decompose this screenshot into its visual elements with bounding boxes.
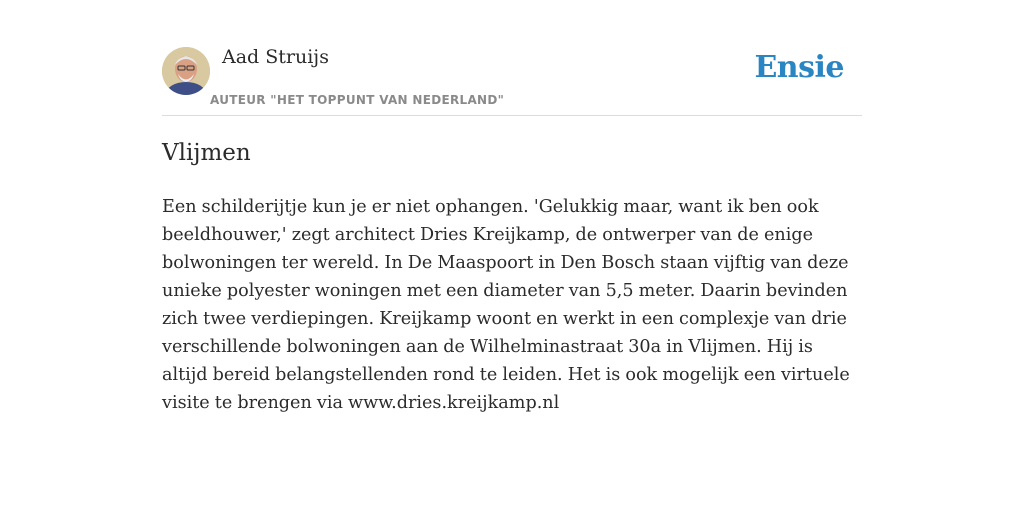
author-avatar — [162, 47, 210, 95]
entry-card — [162, 0, 862, 512]
brand-logo[interactable]: Ensie — [754, 50, 844, 85]
author-portrait-icon — [162, 47, 210, 95]
entry-title: Vlijmen — [162, 140, 251, 166]
author-role: AUTEUR "HET TOPPUNT VAN NEDERLAND" — [210, 93, 505, 107]
entry-text: Een schilderijtje kun je er niet ophangen. 'Gelukkig maar, want ik ben ook beeldhouwer,' zegt architect Dries Kreijkamp, de ontwerper van de enige bolwoningen ter wereld. In De Maaspoort in Den Bosch staan vijftig van deze unieke polyester woningen met een diameter van 5,5 meter. Daarin bevinden zich twee verdiepingen. Kreijkamp woont en werkt in een complexje van drie verschillende bolwoningen aan de Wilhelminastraat 30a in Vlijmen. Hij is altijd bereid belangstellenden rond te leiden. Het is ook mogelijk een virtuele visite te brengen via www.dries.kreijkamp.nl — [162, 197, 850, 413]
card-header — [162, 0, 862, 116]
author-name[interactable]: Aad Struijs — [222, 46, 329, 68]
